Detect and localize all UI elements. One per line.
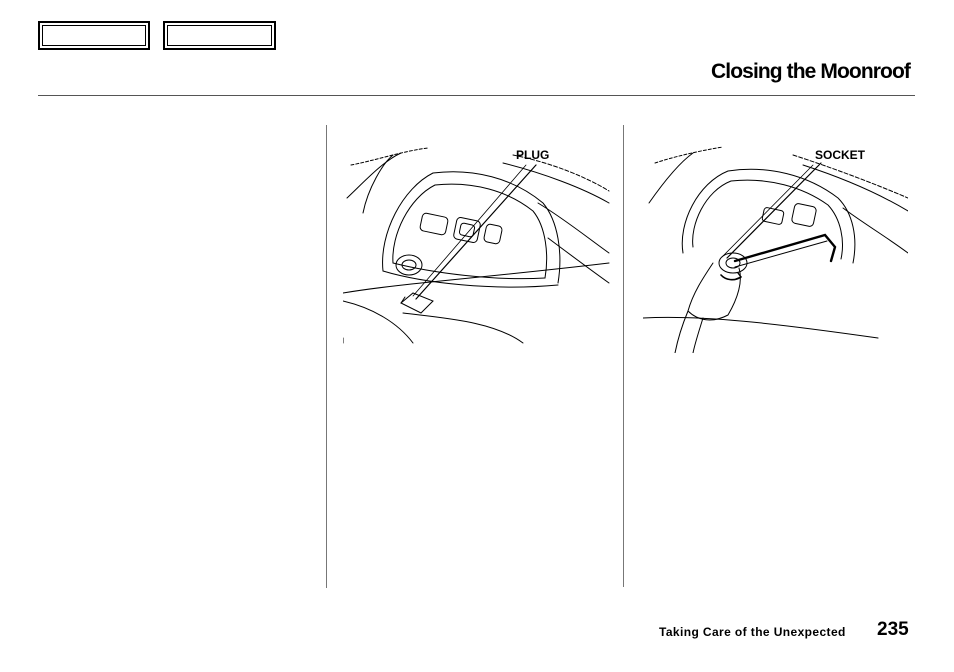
index-nav-button[interactable] bbox=[163, 21, 276, 50]
column-divider bbox=[623, 125, 624, 587]
socket-illustration bbox=[643, 143, 908, 353]
footer-section-title: Taking Care of the Unexpected bbox=[659, 625, 846, 639]
plug-callout-label: PLUG bbox=[516, 148, 550, 162]
header-rule bbox=[38, 95, 915, 96]
page-title: Closing the Moonroof bbox=[711, 60, 910, 83]
contents-nav-button[interactable] bbox=[38, 21, 150, 50]
column-divider bbox=[326, 125, 327, 588]
socket-callout-label: SOCKET bbox=[815, 148, 866, 162]
page-number: 235 bbox=[877, 619, 909, 640]
plug-illustration bbox=[343, 143, 611, 351]
